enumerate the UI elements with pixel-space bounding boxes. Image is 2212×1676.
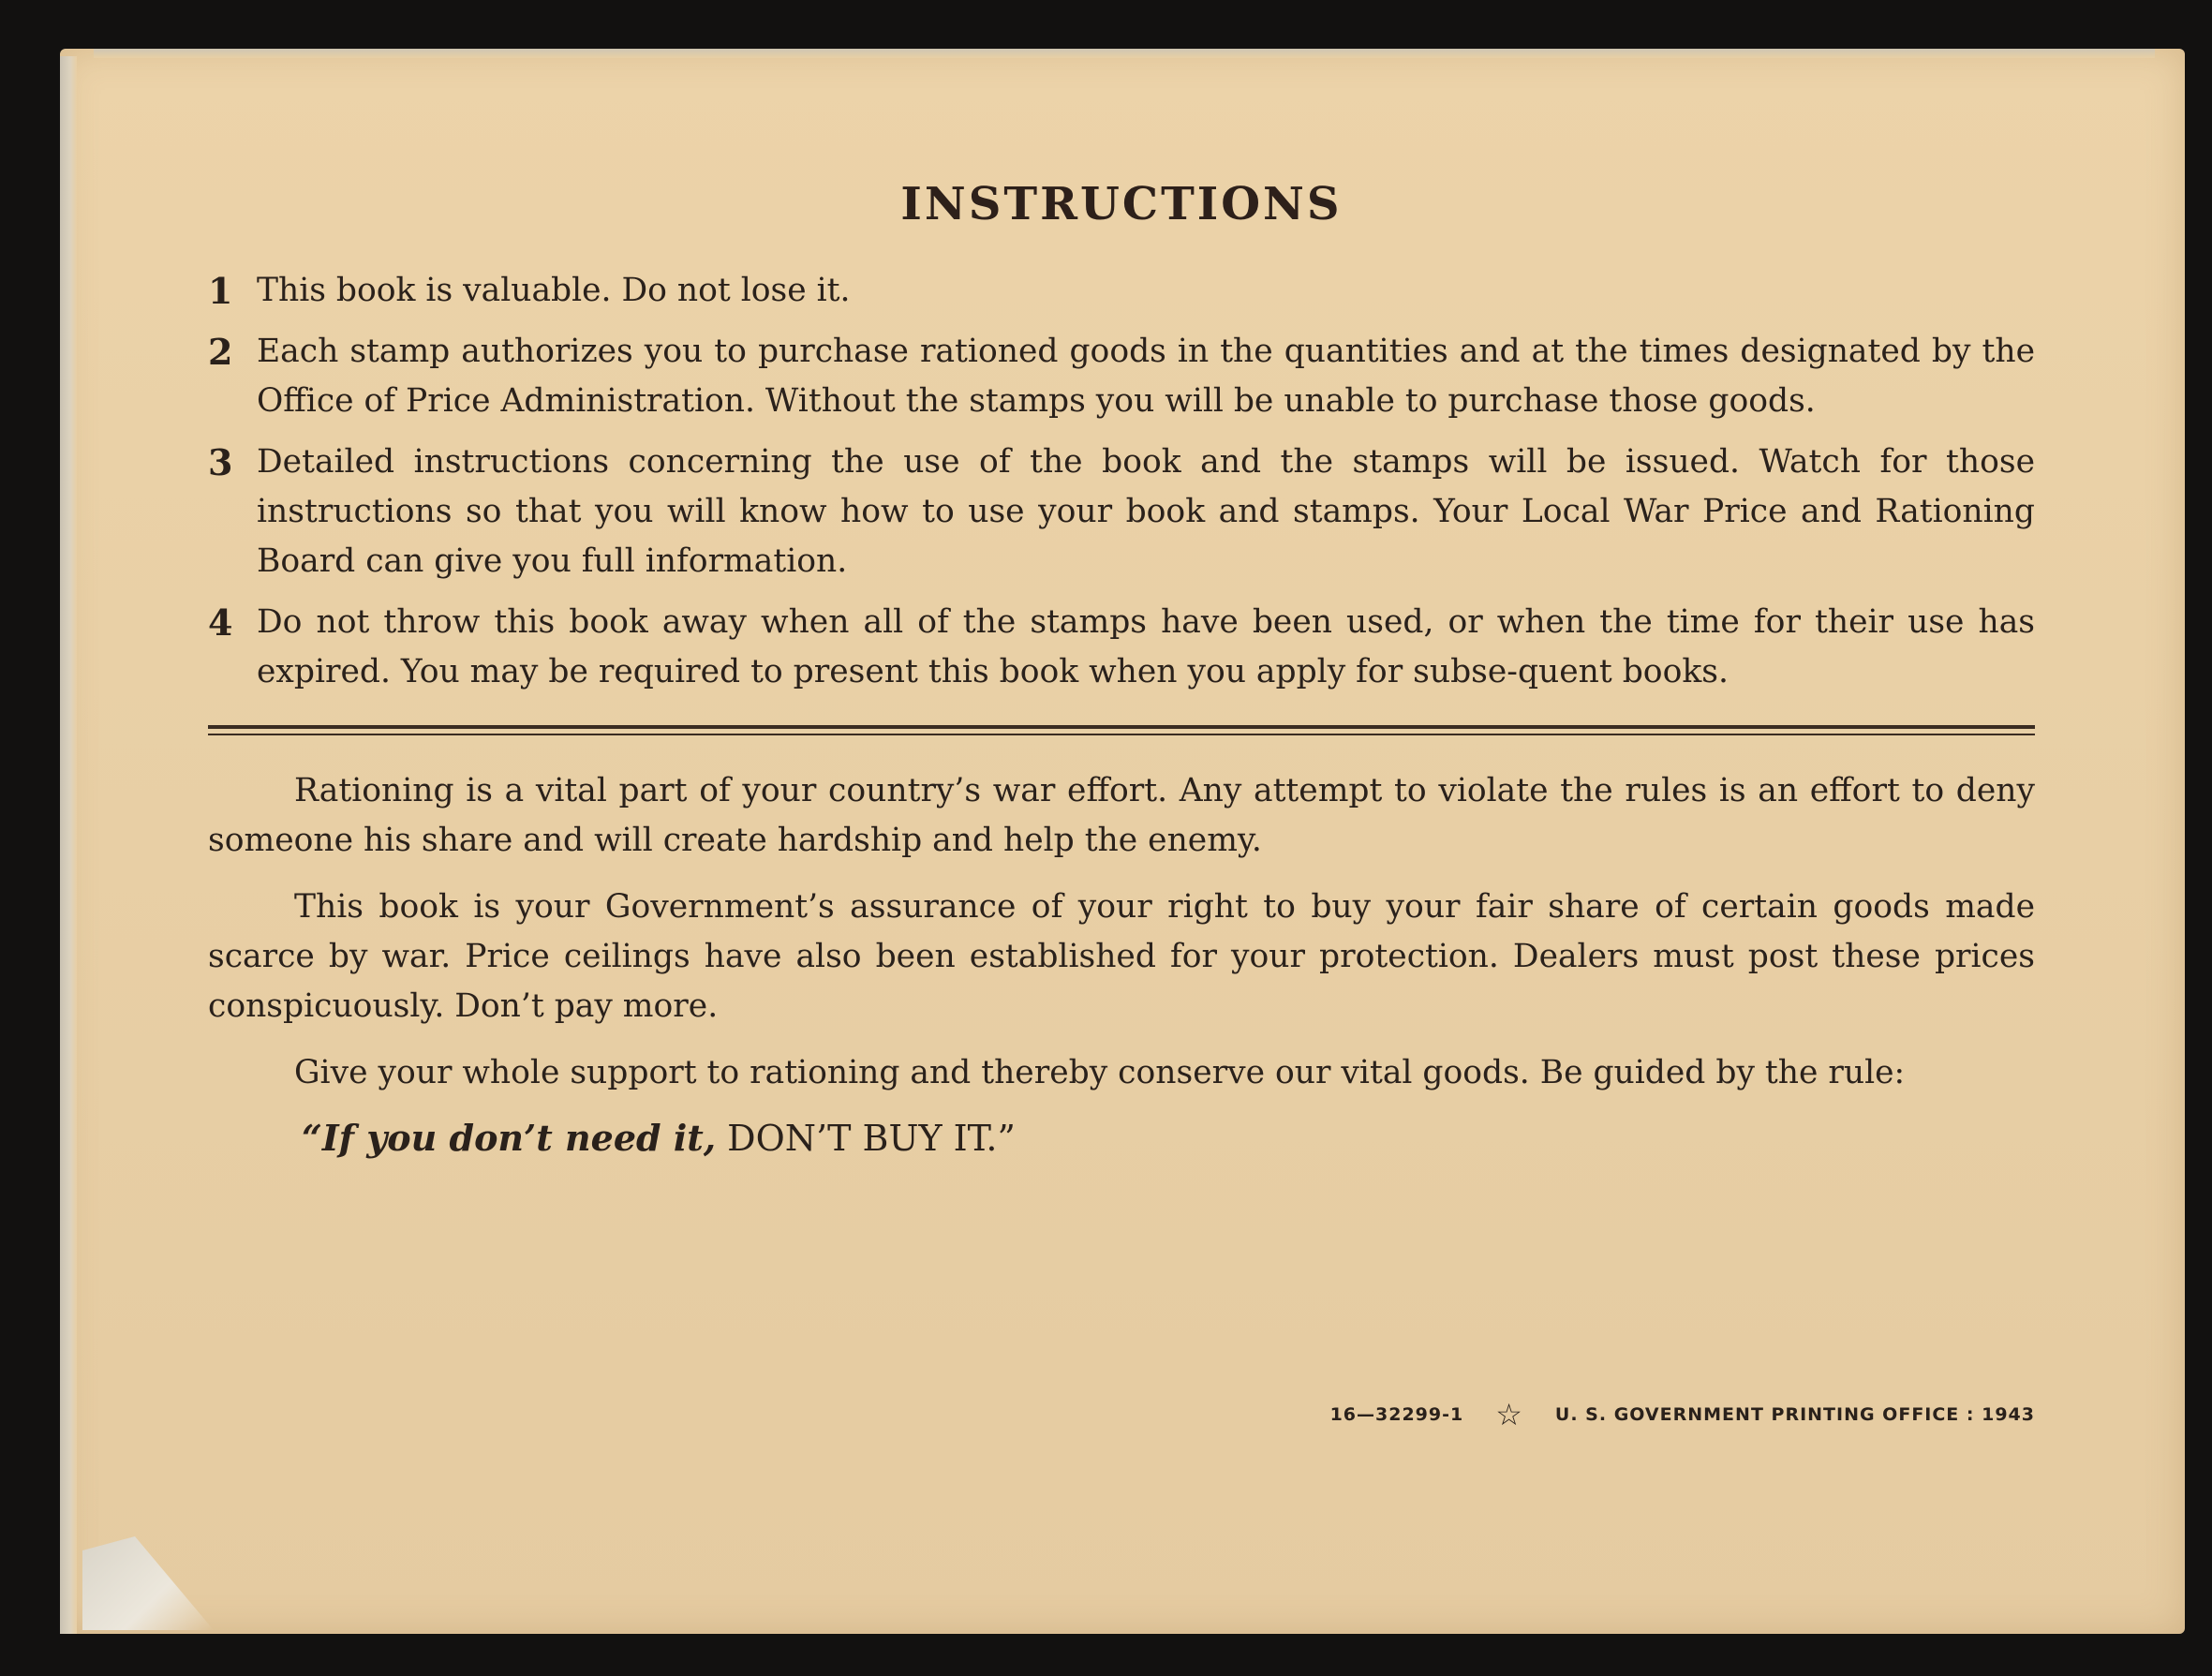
paragraph-support: Give your whole support to rationing and thereby conserve our vital goods. Be guided by the rule: (294, 1054, 1906, 1091)
star-icon: ☆ (1495, 1397, 1523, 1432)
printer-imprint (1329, 1397, 2035, 1432)
instruction-item-4 (208, 598, 2035, 697)
quote-caps-part: DON’T BUY IT.” (727, 1118, 1016, 1159)
instruction-text: Each stamp authorizes you to purchase rationed goods in the quantities and at the times designated by the Office of Price Administration. Without the stamps you will be unable to purchase those goods. (257, 333, 2035, 420)
instruction-item-2 (208, 327, 2035, 426)
page-edge-top (94, 49, 2155, 58)
double-rule-divider (208, 725, 2035, 729)
instruction-item-1 (208, 266, 2035, 316)
instructions-title: INSTRUCTIONS (900, 178, 1343, 230)
rule-quote (302, 1115, 2035, 1162)
instruction-number: 2 (208, 331, 233, 373)
instruction-text: This book is valuable. Do not lose it. (257, 272, 851, 309)
form-number: 16—32299-1 (1329, 1404, 1464, 1425)
paragraph-rationing: Rationing is a vital part of your country’s war effort. Any attempt to violate the rules is an effort to deny someone his share and will create hardship and help the enemy. (208, 772, 2035, 859)
printer-name: U. S. GOVERNMENT PRINTING OFFICE : 1943 (1554, 1404, 2035, 1425)
instruction-item-3 (208, 438, 2035, 586)
instruction-number: 4 (208, 601, 233, 644)
cover-content (208, 178, 2035, 1432)
instruction-text: Do not throw this book away when all of the stamps have been used, or when the time for their use has expired. You may be required to present this book when you apply for subse-quent books. (257, 603, 2035, 690)
instruction-number: 1 (208, 270, 233, 312)
page-edge-left (60, 56, 77, 1634)
instruction-text: Detailed instructions concerning the use of the book and the stamps will be issued. Watch for those instructions so that you will know how to use your book and stamps. Your Local War Price and Rationing Board can give you full information. (257, 443, 2035, 580)
instruction-number: 3 (208, 441, 233, 483)
quote-italic-part: “If you don’t need it, (302, 1117, 717, 1159)
paragraph-assurance: This book is your Government’s assurance of your right to buy your fair share of certain goods made scarce by war. Price ceilings have also been established for your protection. Dealers must post these prices conspicuously. Don’t pay more. (208, 888, 2035, 1025)
